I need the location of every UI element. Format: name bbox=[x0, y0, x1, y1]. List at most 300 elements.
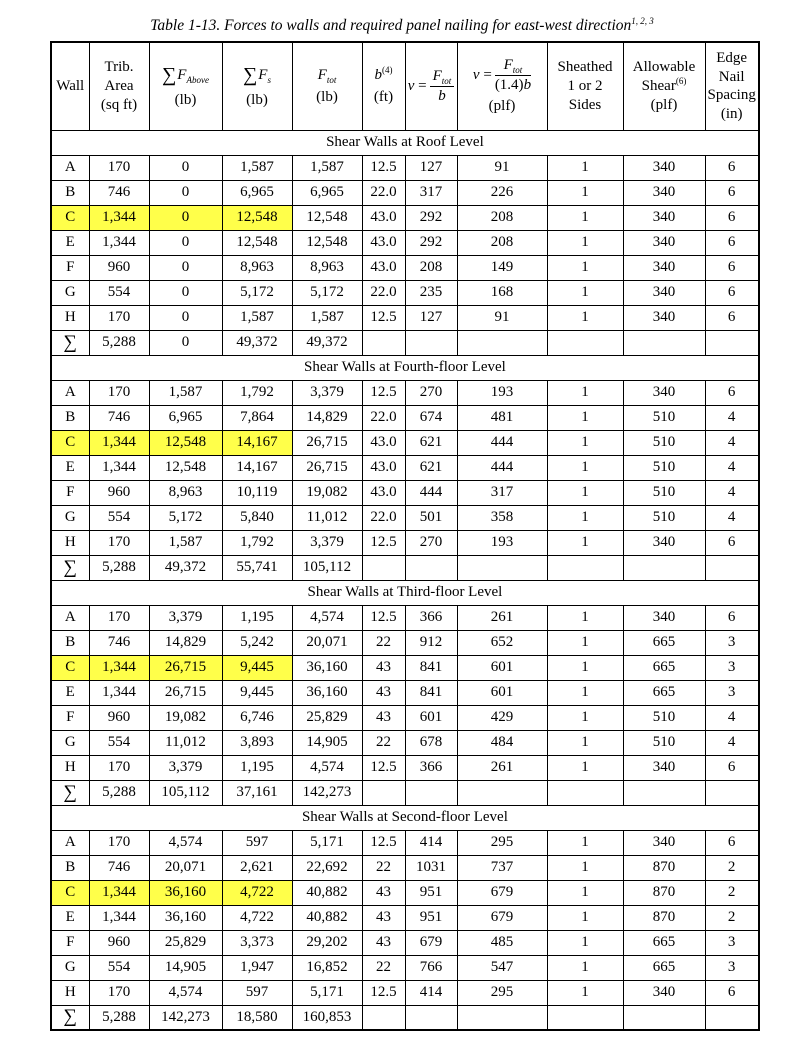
table-cell: 1 bbox=[547, 255, 623, 280]
table-cell: 25,829 bbox=[292, 705, 362, 730]
table-cell: 665 bbox=[623, 930, 705, 955]
table-row bbox=[51, 605, 759, 630]
table-title bbox=[50, 16, 754, 35]
table-cell: 14,167 bbox=[222, 430, 292, 455]
table-cell bbox=[705, 1005, 759, 1030]
table-cell: F bbox=[51, 480, 89, 505]
header-line: Sheathed bbox=[557, 59, 613, 76]
table-cell: 870 bbox=[623, 905, 705, 930]
table-cell: 193 bbox=[457, 530, 547, 555]
table-cell: 554 bbox=[89, 505, 149, 530]
table-cell: 127 bbox=[405, 305, 457, 330]
table-cell: 444 bbox=[457, 455, 547, 480]
table-cell: 8,963 bbox=[292, 255, 362, 280]
table-cell: 1 bbox=[547, 530, 623, 555]
table-cell: 170 bbox=[89, 830, 149, 855]
table-cell: 1,587 bbox=[292, 305, 362, 330]
table-row bbox=[51, 255, 759, 280]
table-cell: 43 bbox=[362, 680, 405, 705]
table-cell: 1,344 bbox=[89, 905, 149, 930]
fraction bbox=[430, 68, 455, 105]
table-cell: 295 bbox=[457, 980, 547, 1005]
col-header-edge-nail-spacing bbox=[705, 42, 759, 130]
table-cell bbox=[547, 1005, 623, 1030]
table-title-superscript: 1, 2, 3 bbox=[631, 16, 654, 26]
table-cell: 3,373 bbox=[222, 930, 292, 955]
table-cell: 40,882 bbox=[292, 905, 362, 930]
superscript: (6) bbox=[675, 76, 687, 87]
table-cell: 14,829 bbox=[149, 630, 222, 655]
table-cell: 2 bbox=[705, 855, 759, 880]
table-cell: 841 bbox=[405, 655, 457, 680]
col-header-allowable-shear bbox=[623, 42, 705, 130]
table-cell: 3,379 bbox=[149, 605, 222, 630]
table-cell: 1 bbox=[547, 280, 623, 305]
section-header-row bbox=[51, 130, 759, 155]
table-cell: 6,965 bbox=[292, 180, 362, 205]
table-cell: 665 bbox=[623, 955, 705, 980]
table-cell: E bbox=[51, 905, 89, 930]
variable-b: b bbox=[523, 76, 532, 93]
table-cell: 26,715 bbox=[292, 430, 362, 455]
subscript: tot bbox=[512, 65, 523, 76]
table-cell: F bbox=[51, 705, 89, 730]
table-cell: B bbox=[51, 630, 89, 655]
table-cell: 19,082 bbox=[149, 705, 222, 730]
table-cell: 5,171 bbox=[292, 830, 362, 855]
table-cell bbox=[623, 555, 705, 580]
table-cell: 597 bbox=[222, 830, 292, 855]
table-cell: 366 bbox=[405, 755, 457, 780]
variable-f: F bbox=[258, 67, 268, 84]
table-cell: 170 bbox=[89, 530, 149, 555]
unit-label: (plf) bbox=[488, 97, 516, 114]
table-cell: 0 bbox=[149, 255, 222, 280]
unit-label: (ft) bbox=[373, 88, 394, 105]
table-row bbox=[51, 830, 759, 855]
table-cell: 1 bbox=[547, 230, 623, 255]
table-cell: 127 bbox=[405, 155, 457, 180]
table-cell: 0 bbox=[149, 305, 222, 330]
table-cell: 1,587 bbox=[292, 155, 362, 180]
table-row bbox=[51, 180, 759, 205]
variable-v: v bbox=[472, 66, 480, 83]
col-header-f-tot bbox=[292, 42, 362, 130]
table-cell: 26,715 bbox=[149, 680, 222, 705]
table-cell: 621 bbox=[405, 430, 457, 455]
table-cell: 679 bbox=[457, 880, 547, 905]
col-header-sum-f-above bbox=[149, 42, 222, 130]
table-cell: 12,548 bbox=[292, 205, 362, 230]
table-cell: 510 bbox=[623, 455, 705, 480]
table-cell: 1 bbox=[547, 830, 623, 855]
table-cell: 4,722 bbox=[222, 880, 292, 905]
table-cell: 10,119 bbox=[222, 480, 292, 505]
table-cell: 12.5 bbox=[362, 530, 405, 555]
table-cell: 484 bbox=[457, 730, 547, 755]
table-cell: 6 bbox=[705, 305, 759, 330]
fraction-numerator bbox=[495, 57, 531, 76]
table-cell: 340 bbox=[623, 830, 705, 855]
table-cell: 1 bbox=[547, 480, 623, 505]
table-cell: 1 bbox=[547, 405, 623, 430]
table-cell: 665 bbox=[623, 655, 705, 680]
table-cell: 29,202 bbox=[292, 930, 362, 955]
table-cell: 0 bbox=[149, 280, 222, 305]
table-cell: 3 bbox=[705, 955, 759, 980]
table-cell: 19,082 bbox=[292, 480, 362, 505]
table-cell: C bbox=[51, 655, 89, 680]
table-cell: 91 bbox=[457, 305, 547, 330]
table-cell: 481 bbox=[457, 405, 547, 430]
table-row bbox=[51, 430, 759, 455]
table-cell: 12.5 bbox=[362, 755, 405, 780]
table-cell: 960 bbox=[89, 705, 149, 730]
table-cell: 193 bbox=[457, 380, 547, 405]
table-cell: 43.0 bbox=[362, 205, 405, 230]
subscript: tot bbox=[441, 76, 452, 87]
table-cell: 22 bbox=[362, 730, 405, 755]
table-cell: 3,379 bbox=[292, 380, 362, 405]
unit-label: (lb) bbox=[316, 88, 338, 105]
table-row bbox=[51, 505, 759, 530]
table-cell: 22,692 bbox=[292, 855, 362, 880]
header-formula bbox=[460, 57, 545, 94]
table-cell: 170 bbox=[89, 980, 149, 1005]
table-cell: 510 bbox=[623, 405, 705, 430]
table-cell bbox=[362, 330, 405, 355]
table-cell: 444 bbox=[405, 480, 457, 505]
section-title: Shear Walls at Fourth-floor Level bbox=[51, 355, 759, 380]
table-cell: 49,372 bbox=[292, 330, 362, 355]
table-cell: 49,372 bbox=[149, 555, 222, 580]
table-cell: 6 bbox=[705, 755, 759, 780]
table-cell: 49,372 bbox=[222, 330, 292, 355]
table-row bbox=[51, 880, 759, 905]
equals-sign: = bbox=[418, 77, 427, 94]
table-cell: 1 bbox=[547, 305, 623, 330]
table-cell: 14,167 bbox=[222, 455, 292, 480]
col-header-sum-f-s bbox=[222, 42, 292, 130]
table-cell: C bbox=[51, 205, 89, 230]
table-cell: 6 bbox=[705, 530, 759, 555]
table-cell: 340 bbox=[623, 305, 705, 330]
col-header-b bbox=[362, 42, 405, 130]
table-cell: 6 bbox=[705, 205, 759, 230]
table-cell: 0 bbox=[149, 155, 222, 180]
table-cell: 665 bbox=[623, 630, 705, 655]
table-cell: 43 bbox=[362, 905, 405, 930]
table-cell: 678 bbox=[405, 730, 457, 755]
table-cell: 6,746 bbox=[222, 705, 292, 730]
table-cell: 22 bbox=[362, 630, 405, 655]
table-cell: 340 bbox=[623, 380, 705, 405]
table-cell: C bbox=[51, 880, 89, 905]
header-line: 1 or 2 bbox=[567, 78, 603, 95]
sigma-symbol: ∑ bbox=[243, 64, 258, 87]
table-cell: 1 bbox=[547, 605, 623, 630]
table-cell: 6 bbox=[705, 180, 759, 205]
table-cell bbox=[405, 555, 457, 580]
table-cell: 6 bbox=[705, 830, 759, 855]
table-cell: 292 bbox=[405, 205, 457, 230]
table-cell: 6 bbox=[705, 605, 759, 630]
table-row bbox=[51, 405, 759, 430]
table-row bbox=[51, 905, 759, 930]
table-cell: 5,288 bbox=[89, 1005, 149, 1030]
table-cell bbox=[405, 1005, 457, 1030]
table-cell: 168 bbox=[457, 280, 547, 305]
table-cell: 1,344 bbox=[89, 880, 149, 905]
table-cell: 6 bbox=[705, 280, 759, 305]
table-cell: 340 bbox=[623, 155, 705, 180]
table-cell: 22.0 bbox=[362, 505, 405, 530]
table-cell: 43.0 bbox=[362, 230, 405, 255]
table-cell: 340 bbox=[623, 530, 705, 555]
table-row bbox=[51, 980, 759, 1005]
fraction-denominator bbox=[495, 76, 531, 94]
table-cell: 912 bbox=[405, 630, 457, 655]
subscript: tot bbox=[326, 75, 337, 86]
table-cell: H bbox=[51, 305, 89, 330]
table-cell: 14,905 bbox=[292, 730, 362, 755]
table-cell: 547 bbox=[457, 955, 547, 980]
table-cell: 444 bbox=[457, 430, 547, 455]
table-row bbox=[51, 380, 759, 405]
table-cell: 554 bbox=[89, 730, 149, 755]
table-cell: 43 bbox=[362, 880, 405, 905]
coefficient: (1.4) bbox=[494, 76, 524, 93]
table-cell: 1 bbox=[547, 755, 623, 780]
table-cell: 12,548 bbox=[149, 430, 222, 455]
table-cell: 501 bbox=[405, 505, 457, 530]
table-cell bbox=[405, 780, 457, 805]
table-cell: 36,160 bbox=[292, 655, 362, 680]
table-cell: 597 bbox=[222, 980, 292, 1005]
table-cell: G bbox=[51, 955, 89, 980]
table-cell: 25,829 bbox=[149, 930, 222, 955]
table-cell: 208 bbox=[457, 205, 547, 230]
fraction bbox=[495, 57, 531, 94]
table-cell: 554 bbox=[89, 955, 149, 980]
table-cell: 11,012 bbox=[292, 505, 362, 530]
table-cell: 4,574 bbox=[292, 605, 362, 630]
table-cell: ∑ bbox=[51, 1005, 89, 1030]
table-row bbox=[51, 630, 759, 655]
table-cell: 12,548 bbox=[222, 205, 292, 230]
table-cell: A bbox=[51, 380, 89, 405]
table-cell: 142,273 bbox=[292, 780, 362, 805]
table-cell: 43.0 bbox=[362, 430, 405, 455]
fraction-denominator: b bbox=[438, 87, 446, 104]
table-cell bbox=[362, 1005, 405, 1030]
table-cell: 6 bbox=[705, 230, 759, 255]
table-cell: 1,587 bbox=[222, 155, 292, 180]
table-cell: 1,792 bbox=[222, 530, 292, 555]
table-row bbox=[51, 655, 759, 680]
table-cell: 317 bbox=[457, 480, 547, 505]
table-cell: 4 bbox=[705, 480, 759, 505]
table-cell: 340 bbox=[623, 205, 705, 230]
table-cell: 295 bbox=[457, 830, 547, 855]
table-cell bbox=[405, 330, 457, 355]
table-cell: 510 bbox=[623, 480, 705, 505]
table-cell: 679 bbox=[405, 930, 457, 955]
table-cell: 5,172 bbox=[149, 505, 222, 530]
table-cell: 4,574 bbox=[292, 755, 362, 780]
table-cell: 340 bbox=[623, 230, 705, 255]
table-cell bbox=[623, 330, 705, 355]
header-line: (sq ft) bbox=[100, 96, 138, 113]
table-cell: 12,548 bbox=[149, 455, 222, 480]
table-cell: 414 bbox=[405, 830, 457, 855]
table-cell: 12.5 bbox=[362, 605, 405, 630]
table-cell: 22 bbox=[362, 855, 405, 880]
table-cell: 14,905 bbox=[149, 955, 222, 980]
table-cell: H bbox=[51, 980, 89, 1005]
header-line: (plf) bbox=[650, 96, 678, 113]
table-cell bbox=[705, 330, 759, 355]
table-cell: G bbox=[51, 280, 89, 305]
table-cell: 746 bbox=[89, 405, 149, 430]
table-cell: 1 bbox=[547, 705, 623, 730]
table-row bbox=[51, 730, 759, 755]
table-cell: 870 bbox=[623, 880, 705, 905]
table-cell: H bbox=[51, 755, 89, 780]
table-cell: 12.5 bbox=[362, 980, 405, 1005]
col-header-v-over-1-4b bbox=[457, 42, 547, 130]
table-cell: 14,829 bbox=[292, 405, 362, 430]
table-cell: 2,621 bbox=[222, 855, 292, 880]
table-cell bbox=[623, 1005, 705, 1030]
col-header-wall: Wall bbox=[51, 42, 89, 130]
header-line: Spacing bbox=[707, 87, 756, 104]
table-cell: 5,172 bbox=[222, 280, 292, 305]
table-cell: 1,344 bbox=[89, 655, 149, 680]
table-cell: 3 bbox=[705, 680, 759, 705]
table-cell: 43.0 bbox=[362, 455, 405, 480]
table-cell: 429 bbox=[457, 705, 547, 730]
header-formula bbox=[295, 66, 360, 85]
table-cell: 170 bbox=[89, 155, 149, 180]
table-cell: 510 bbox=[623, 705, 705, 730]
section-title: Shear Walls at Second-floor Level bbox=[51, 805, 759, 830]
table-cell: 1 bbox=[547, 980, 623, 1005]
table-cell: 1,344 bbox=[89, 455, 149, 480]
table-cell: 36,160 bbox=[149, 905, 222, 930]
table-cell: 1 bbox=[547, 655, 623, 680]
table-cell: 170 bbox=[89, 605, 149, 630]
section-header-row bbox=[51, 355, 759, 380]
table-cell: 1 bbox=[547, 930, 623, 955]
table-cell: ∑ bbox=[51, 780, 89, 805]
table-cell: 665 bbox=[623, 680, 705, 705]
header-line bbox=[626, 77, 703, 96]
table-cell: 1 bbox=[547, 380, 623, 405]
variable-v: v bbox=[407, 77, 415, 94]
table-row bbox=[51, 680, 759, 705]
table-cell: E bbox=[51, 230, 89, 255]
table-cell: 9,445 bbox=[222, 680, 292, 705]
table-cell: 105,112 bbox=[149, 780, 222, 805]
header-formula bbox=[152, 63, 220, 88]
table-cell bbox=[457, 555, 547, 580]
table-row bbox=[51, 155, 759, 180]
table-row bbox=[51, 280, 759, 305]
table-row bbox=[51, 930, 759, 955]
table-cell: 1 bbox=[547, 155, 623, 180]
variable-f: F bbox=[503, 57, 513, 74]
forces-table bbox=[50, 41, 760, 1031]
table-title-text: Table 1-13. Forces to walls and required panel nailing for east-west direction bbox=[150, 17, 632, 35]
table-cell: 340 bbox=[623, 180, 705, 205]
header-line: Nail bbox=[718, 68, 745, 85]
table-cell: 1 bbox=[547, 955, 623, 980]
table-cell: C bbox=[51, 430, 89, 455]
table-cell: 1 bbox=[547, 855, 623, 880]
table-cell: 4,722 bbox=[222, 905, 292, 930]
table-cell: 6 bbox=[705, 255, 759, 280]
table-cell: 1,344 bbox=[89, 205, 149, 230]
table-cell: 5,171 bbox=[292, 980, 362, 1005]
table-cell: 261 bbox=[457, 755, 547, 780]
table-cell: 340 bbox=[623, 605, 705, 630]
equals-sign: = bbox=[483, 66, 492, 83]
col-header-v-over-b bbox=[405, 42, 457, 130]
table-cell: 261 bbox=[457, 605, 547, 630]
table-cell: 5,288 bbox=[89, 555, 149, 580]
section-header-row bbox=[51, 805, 759, 830]
table-cell: 960 bbox=[89, 255, 149, 280]
table-cell: 6 bbox=[705, 980, 759, 1005]
table-cell: 554 bbox=[89, 280, 149, 305]
table-cell: 40,882 bbox=[292, 880, 362, 905]
table-cell: B bbox=[51, 855, 89, 880]
table-cell: 960 bbox=[89, 480, 149, 505]
table-cell: 621 bbox=[405, 455, 457, 480]
table-cell: 5,288 bbox=[89, 780, 149, 805]
table-cell: 1 bbox=[547, 180, 623, 205]
table-cell bbox=[362, 780, 405, 805]
table-cell: 18,580 bbox=[222, 1005, 292, 1030]
table-cell: 1 bbox=[547, 880, 623, 905]
table-cell: 679 bbox=[457, 905, 547, 930]
table-cell: 3 bbox=[705, 630, 759, 655]
table-cell: 36,160 bbox=[149, 880, 222, 905]
table-body bbox=[51, 130, 759, 1030]
table-cell: 4,574 bbox=[149, 980, 222, 1005]
table-cell: 12,548 bbox=[292, 230, 362, 255]
table-cell: 43.0 bbox=[362, 255, 405, 280]
table-cell: G bbox=[51, 505, 89, 530]
table-cell: 43 bbox=[362, 930, 405, 955]
header-line: Area bbox=[104, 78, 134, 95]
header-line-text: Shear bbox=[641, 78, 676, 95]
table-cell: 4 bbox=[705, 505, 759, 530]
table-cell: 340 bbox=[623, 755, 705, 780]
table-cell: 12,548 bbox=[222, 230, 292, 255]
header-formula bbox=[225, 63, 290, 88]
variable-f: F bbox=[432, 68, 442, 85]
header-line: (in) bbox=[720, 106, 743, 123]
table-cell: 160,853 bbox=[292, 1005, 362, 1030]
table-cell: 105,112 bbox=[292, 555, 362, 580]
table-cell: 36,160 bbox=[292, 680, 362, 705]
table-cell: ∑ bbox=[51, 555, 89, 580]
table-cell: 1 bbox=[547, 205, 623, 230]
col-header-trib-area bbox=[89, 42, 149, 130]
table-cell: 12.5 bbox=[362, 305, 405, 330]
